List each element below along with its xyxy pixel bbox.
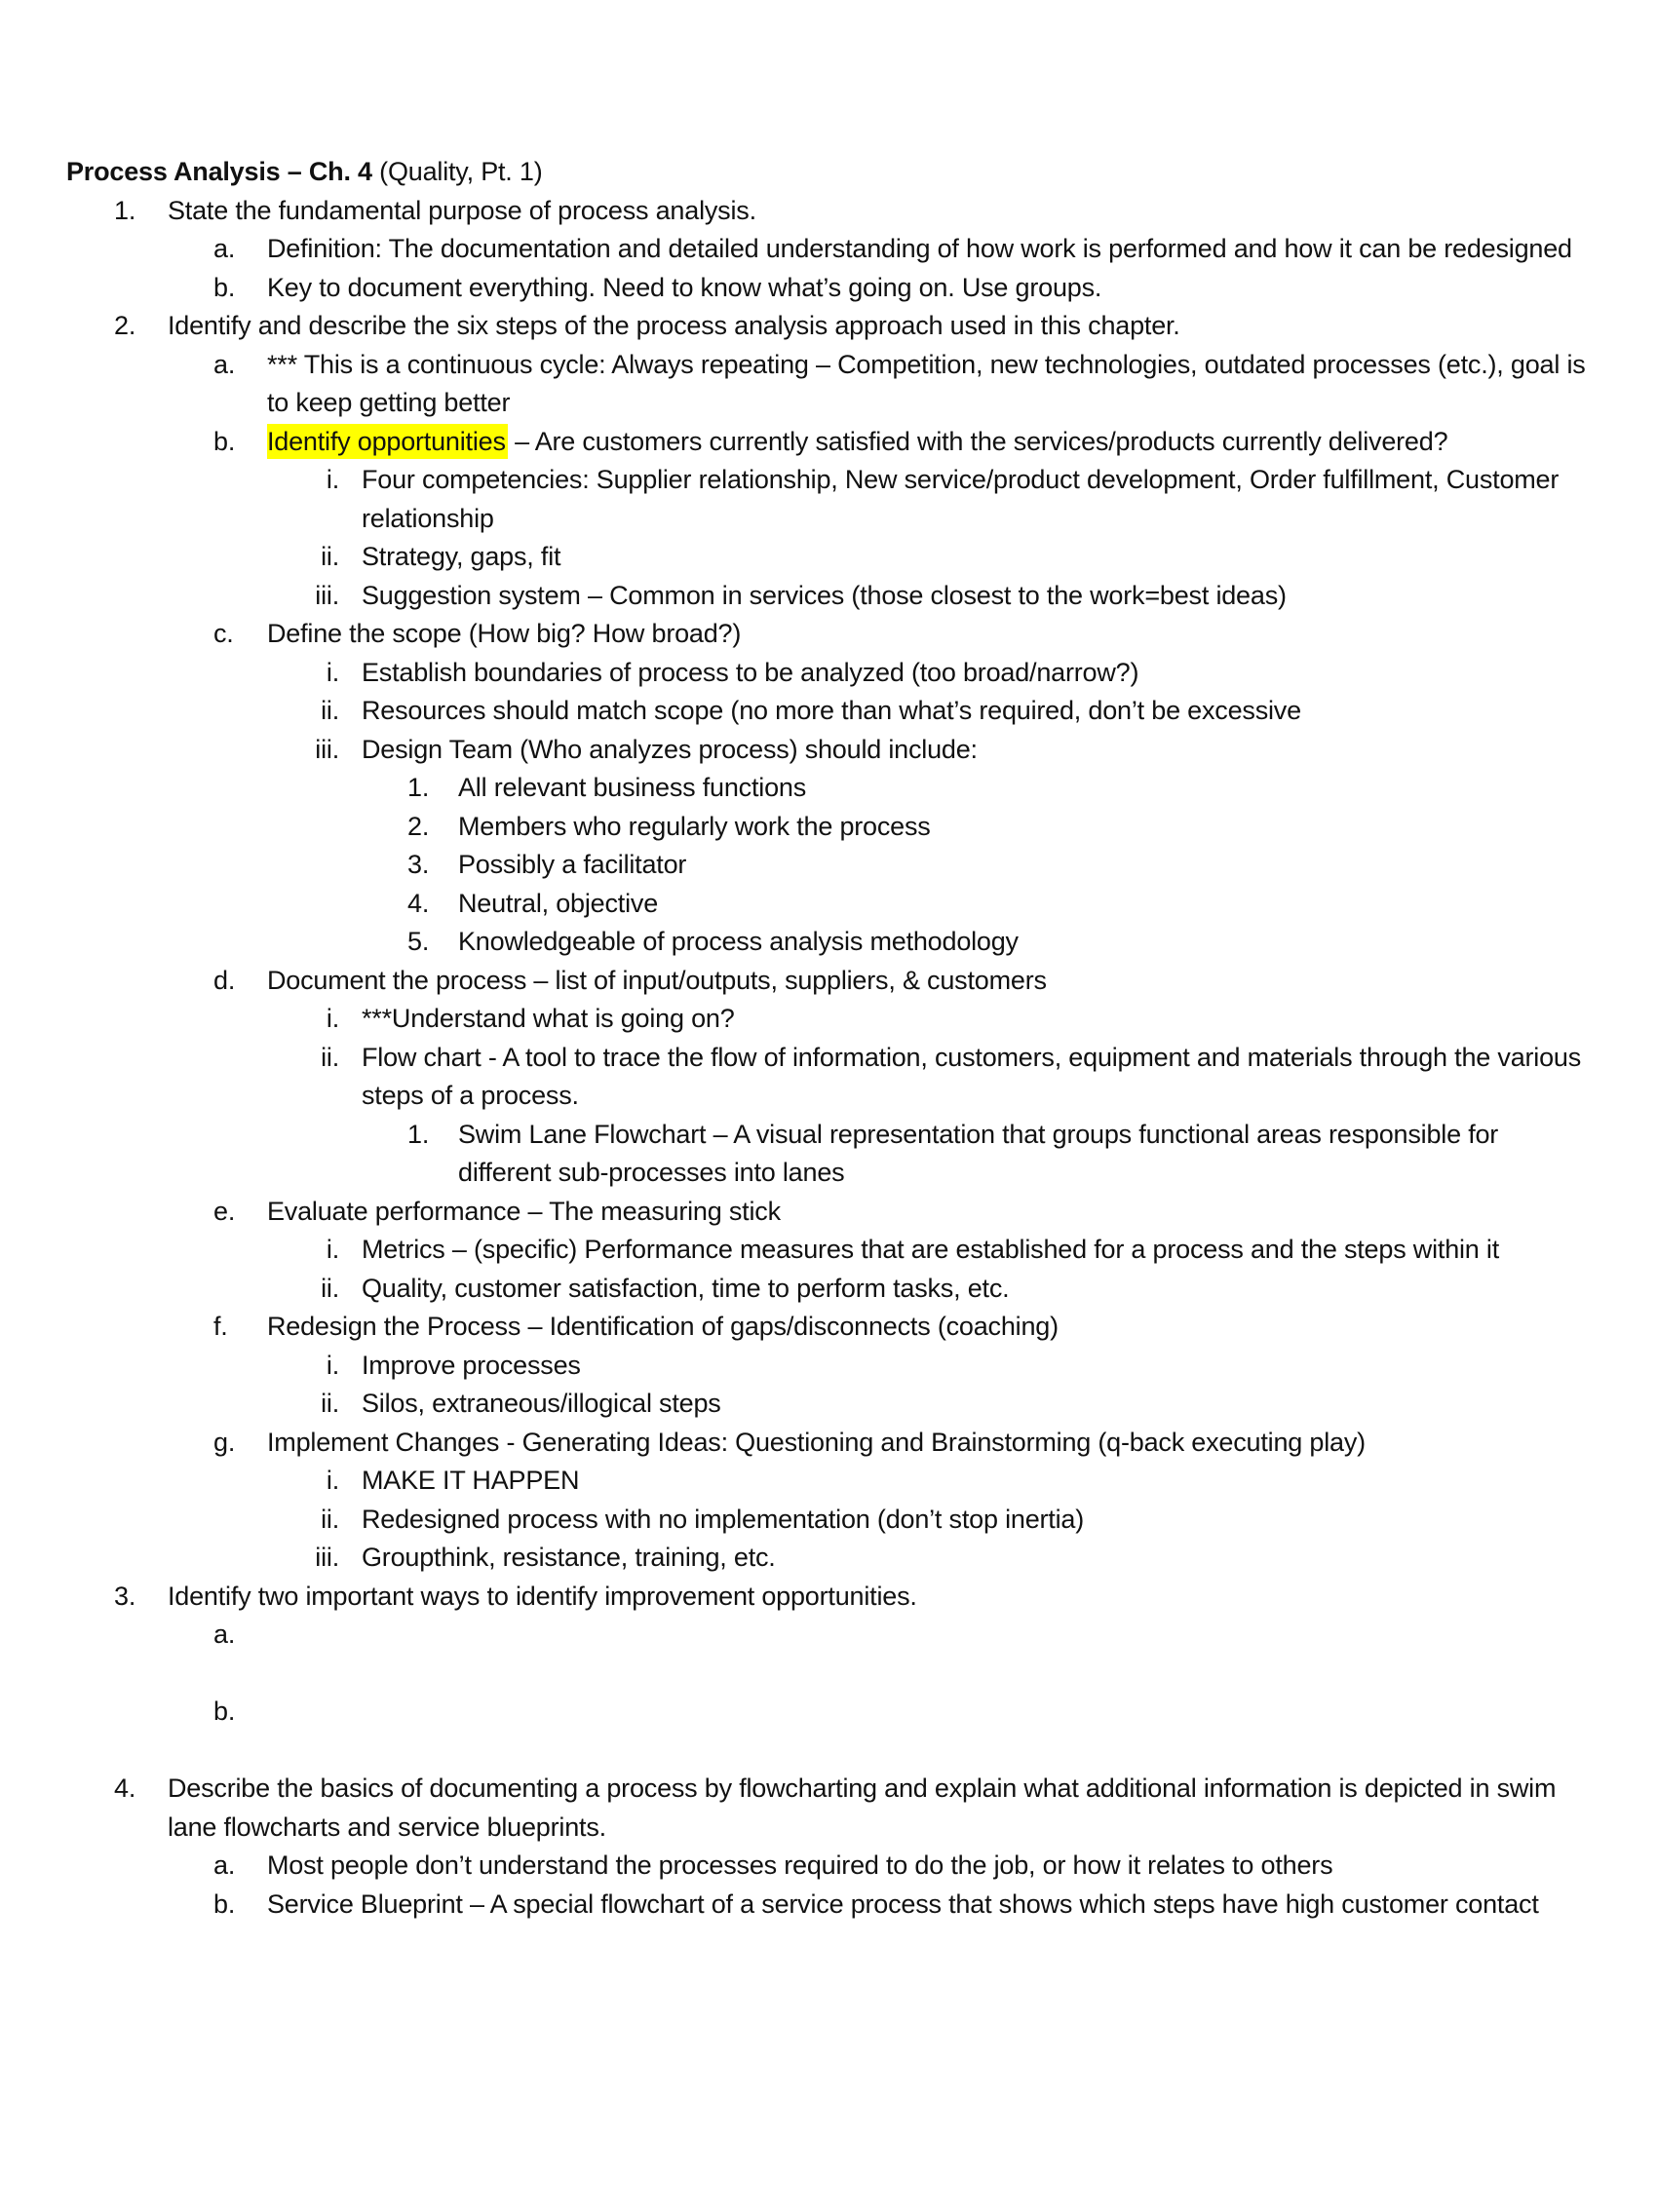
list-item-text: State the fundamental purpose of process analysis. bbox=[168, 195, 756, 225]
list-marker: b. bbox=[213, 272, 236, 302]
page-title-suffix: (Quality, Pt. 1) bbox=[371, 157, 543, 186]
list-item bbox=[0, 654, 1589, 693]
list-marker: ii. bbox=[321, 1389, 339, 1418]
list-marker: b. bbox=[213, 1888, 236, 1919]
list-item-text: *** This is a continuous cycle: Always repeating – Competition, new technologies, outdated processes (etc.), goal is to keep getting better bbox=[267, 349, 1586, 417]
list-marker: 5. bbox=[407, 927, 430, 956]
list-item bbox=[0, 1886, 1589, 1925]
list-item-text: ***Understand what is going on? bbox=[362, 1004, 735, 1033]
list-item bbox=[0, 538, 1589, 577]
list-item bbox=[0, 307, 1589, 346]
outline bbox=[0, 192, 1657, 1925]
highlighted-text: Identify opportunities bbox=[267, 424, 508, 459]
list-item-text: Quality, customer satisfaction, time to perform tasks, etc. bbox=[362, 1273, 1010, 1303]
list-item-text: Redesigned process with no implementation (don’t stop inertia) bbox=[362, 1504, 1085, 1534]
list-marker: b. bbox=[213, 426, 236, 456]
list-item-text: Identify opportunities – Are customers currently satisfied with the services/products currently delivered? bbox=[267, 424, 1447, 459]
list-item-text: Swim Lane Flowchart – A visual representation that groups functional areas responsible for different sub-processes into lanes bbox=[458, 1119, 1499, 1187]
list-item-text: Implement Changes - Generating Ideas: Questioning and Brainstorming (q-back executing play) bbox=[267, 1427, 1366, 1457]
list-item-text: Resources should match scope (no more than what’s required, don’t be excessive bbox=[362, 696, 1301, 725]
list-item bbox=[0, 1270, 1589, 1309]
list-item bbox=[0, 1385, 1589, 1424]
list-marker: a. bbox=[213, 1850, 236, 1880]
list-item-text: Document the process – list of input/outputs, suppliers, & customers bbox=[267, 965, 1047, 995]
list-marker: i. bbox=[326, 1350, 339, 1380]
list-marker: d. bbox=[213, 965, 236, 995]
page-title-bold: Process Analysis – Ch. 4 bbox=[66, 157, 372, 186]
list-item bbox=[0, 1039, 1589, 1116]
list-item-text: Strategy, gaps, fit bbox=[362, 542, 561, 571]
list-item-text: Define the scope (How big? How broad?) bbox=[267, 619, 742, 648]
list-item-text: All relevant business functions bbox=[458, 773, 806, 802]
list-item bbox=[0, 769, 1589, 808]
list-item-text: Key to document everything. Need to know what’s going on. Use groups. bbox=[267, 272, 1102, 302]
list-item-text: Members who regularly work the process bbox=[458, 811, 931, 841]
list-item-text: Service Blueprint – A special flowchart of a service process that shows which steps have high customer contact bbox=[267, 1888, 1539, 1919]
list-item bbox=[0, 1116, 1589, 1193]
list-item bbox=[0, 1231, 1589, 1270]
list-item bbox=[0, 577, 1589, 616]
page-title bbox=[66, 153, 1589, 192]
list-item bbox=[0, 1424, 1589, 1463]
list-marker: i. bbox=[326, 1235, 339, 1264]
list-item-text: Establish boundaries of process to be analyzed (too broad/narrow?) bbox=[362, 657, 1139, 687]
list-item bbox=[0, 1501, 1589, 1540]
list-marker: iii. bbox=[315, 580, 339, 610]
list-marker: ii. bbox=[321, 1504, 339, 1534]
list-item-text: Possibly a facilitator bbox=[458, 850, 687, 879]
list-marker: 2. bbox=[114, 311, 136, 340]
list-marker: e. bbox=[213, 1196, 236, 1226]
list-item bbox=[0, 1578, 1589, 1617]
list-marker: 1. bbox=[114, 195, 136, 225]
list-marker: a. bbox=[213, 349, 236, 379]
list-marker: i. bbox=[326, 465, 339, 494]
list-item-text: Flow chart - A tool to trace the flow of information, customers, equipment and materials through the various steps of a process. bbox=[362, 1042, 1582, 1110]
list-marker: c. bbox=[213, 619, 234, 648]
list-marker: ii. bbox=[321, 696, 339, 725]
list-marker: iii. bbox=[315, 1543, 339, 1572]
list-marker: ii. bbox=[321, 542, 339, 571]
list-item-text: Groupthink, resistance, training, etc. bbox=[362, 1543, 776, 1572]
list-item bbox=[0, 1193, 1589, 1232]
list-marker: i. bbox=[326, 1004, 339, 1033]
list-item-text: Four competencies: Supplier relationship, New service/product development, Order fulfillment, Customer relationship bbox=[362, 465, 1560, 533]
list-item bbox=[0, 731, 1589, 770]
list-item-text: Redesign the Process – Identification of gaps/disconnects (coaching) bbox=[267, 1312, 1059, 1341]
list-item bbox=[0, 1616, 1589, 1655]
list-item bbox=[0, 692, 1589, 731]
list-item-text: MAKE IT HAPPEN bbox=[362, 1466, 580, 1495]
list-item-text: Knowledgeable of process analysis methodology bbox=[458, 927, 1019, 956]
list-marker: 2. bbox=[407, 811, 430, 841]
list-item bbox=[0, 1462, 1589, 1501]
list-marker: 1. bbox=[407, 1119, 430, 1149]
list-item bbox=[0, 1308, 1589, 1347]
list-marker: 3. bbox=[407, 850, 430, 879]
list-marker: 4. bbox=[407, 888, 430, 918]
list-marker: a. bbox=[213, 234, 236, 263]
list-marker: iii. bbox=[315, 734, 339, 764]
list-item-text: Silos, extraneous/illogical steps bbox=[362, 1389, 721, 1418]
list-item bbox=[0, 461, 1589, 538]
list-marker: g. bbox=[213, 1427, 236, 1457]
list-marker: ii. bbox=[321, 1042, 339, 1072]
list-item bbox=[0, 615, 1589, 654]
list-item bbox=[0, 885, 1589, 924]
list-item bbox=[0, 230, 1589, 269]
list-item-text: Improve processes bbox=[362, 1350, 581, 1380]
list-marker: 1. bbox=[407, 773, 430, 802]
list-marker: f. bbox=[213, 1312, 228, 1341]
list-item bbox=[0, 923, 1589, 962]
list-marker: 4. bbox=[114, 1773, 136, 1803]
list-item bbox=[0, 1539, 1589, 1578]
list-item-text: Identify and describe the six steps of the process analysis approach used in this chapter. bbox=[168, 311, 1180, 340]
list-marker: b. bbox=[213, 1697, 236, 1726]
list-item bbox=[0, 808, 1589, 847]
list-item bbox=[0, 1347, 1589, 1386]
list-marker: 3. bbox=[114, 1581, 136, 1611]
list-item bbox=[0, 1770, 1589, 1847]
list-item bbox=[0, 269, 1589, 308]
list-item bbox=[0, 346, 1589, 423]
list-item-text: Design Team (Who analyzes process) should include: bbox=[362, 734, 978, 764]
list-item-text: Describe the basics of documenting a process by flowcharting and explain what additional information is depicted in swim lane flowcharts and service blueprints. bbox=[168, 1773, 1557, 1842]
list-item bbox=[0, 1000, 1589, 1039]
list-item-text: Definition: The documentation and detailed understanding of how work is performed and how it can be redesigned bbox=[267, 234, 1572, 263]
list-item-text: Identify two important ways to identify improvement opportunities. bbox=[168, 1581, 917, 1611]
list-item-text: Evaluate performance – The measuring stick bbox=[267, 1196, 781, 1226]
list-marker: i. bbox=[326, 1466, 339, 1495]
list-item-text: Metrics – (specific) Performance measures that are established for a process and the steps within it bbox=[362, 1235, 1500, 1264]
list-item bbox=[0, 1847, 1589, 1886]
list-marker: i. bbox=[326, 657, 339, 687]
list-marker: ii. bbox=[321, 1273, 339, 1303]
list-item bbox=[0, 1693, 1589, 1732]
list-item-text: Neutral, objective bbox=[458, 888, 659, 918]
list-item bbox=[0, 423, 1589, 462]
list-item bbox=[0, 846, 1589, 885]
list-item-text: Suggestion system – Common in services (those closest to the work=best ideas) bbox=[362, 580, 1287, 610]
list-item bbox=[0, 192, 1589, 231]
list-item bbox=[0, 962, 1589, 1001]
list-item-text: Most people don’t understand the processes required to do the job, or how it relates to others bbox=[267, 1850, 1333, 1880]
list-marker: a. bbox=[213, 1620, 236, 1649]
